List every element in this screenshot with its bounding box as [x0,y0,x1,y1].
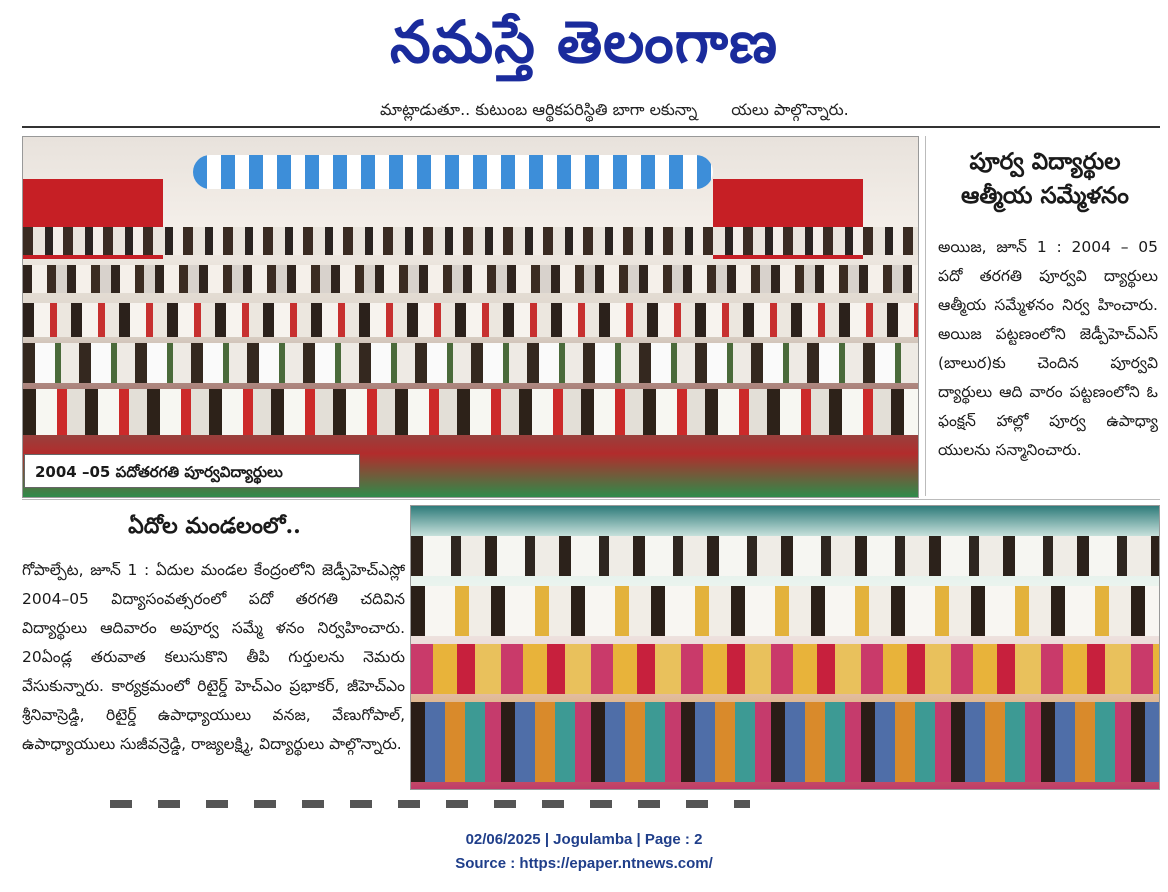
clipped-text-line [110,800,750,808]
crowd-row [23,227,918,255]
crowd-row [411,586,1159,636]
cut-off-text-strip [380,98,940,122]
footer-date-edition: 02/06/2025 | Jogulamba | Page : 2 [465,831,703,848]
crowd-row [411,536,1159,576]
strip-left-text: మాట్లాడుతూ.. కుటుంబ ఆర్థికపరిస్థితి బాగా లకున్నా [380,100,698,119]
section-divider [22,499,1160,500]
story2-body: గోపాల్పేట, జూన్ 1 : ఏదుల మండల కేంద్రంలోని జెడ్పీహెచ్ఎస్లో 2004–05 విద్యాసంవత్సరంలో పదో తరగతి చదివిన విద్యార్థులు ఆదివారం అపూర్వ సమ్మే ళనం నిర్వహించారు. 20ఏండ్ల తరువాత కలుసుకొని తీపి గుర్తులను నెమరు వేసుకున్నారు. కార్యక్రమంలో రిటైర్డ్ హెచ్ఎం ప్రభాకర్, జీహెచ్ఎం శ్రీనివాస్రెడ్డి, రిటైర్డ్ ఉపాధ్యాయులు వనజ, వేణుగోపాల్, ఉపాధ్యాయులు సుజీవన్రెడ్డి, రాజ్యలక్ష్మి, విద్యార్థులు పాల్గొన్నారు. [22,561,405,753]
column-divider [925,136,926,496]
crowd-row [23,265,918,293]
alumni-group-photo-1 [22,136,919,498]
crowd-row [23,303,918,337]
crowd-row [411,702,1159,782]
crowd-row [23,389,918,435]
story1-body: అయిజ, జూన్ 1 : 2004 – 05 పదో తరగతి పూర్వవి ద్యార్థులు ఆత్మీయ సమ్మేళనం నిర్వ హించారు. అయిజ పట్టణంలోని జెడ్పీహెచ్ఎస్ (బాలుర)కు చెందిన పూర్వవి ద్యార్థులు ఆది వారం పట్టణంలోని ఓ ఫంక్షన్ హాల్లో పూర్వ ఉపాధ్యా యులను సన్మానించారు. [938,238,1158,459]
balloon-arch [193,155,713,189]
story1-headline-line2: ఆత్మీయ సమ్మేళనం [961,182,1129,209]
crowd-row [411,644,1159,694]
masthead [0,0,1168,88]
crowd-row [23,343,918,383]
footer [0,828,1168,876]
newspaper-title: నమస్తే తెలంగాణ [390,8,778,76]
alumni-group-photo-2 [410,505,1160,790]
story1-headline [930,145,1160,213]
footer-source-link[interactable]: Source : https://epaper.ntnews.com/ [455,855,713,872]
strip-right-text: యలు పాల్గొన్నారు. [731,100,849,119]
top-divider [22,126,1160,128]
story1-headline-line1: పూర్వ విద్యార్థుల [969,148,1121,175]
story2-headline: ఏదోల మండలంలో.. [128,513,301,539]
photo-caption: 2004 –05 పదోతరగతి పూర్వవిద్యార్థులు [24,454,360,488]
